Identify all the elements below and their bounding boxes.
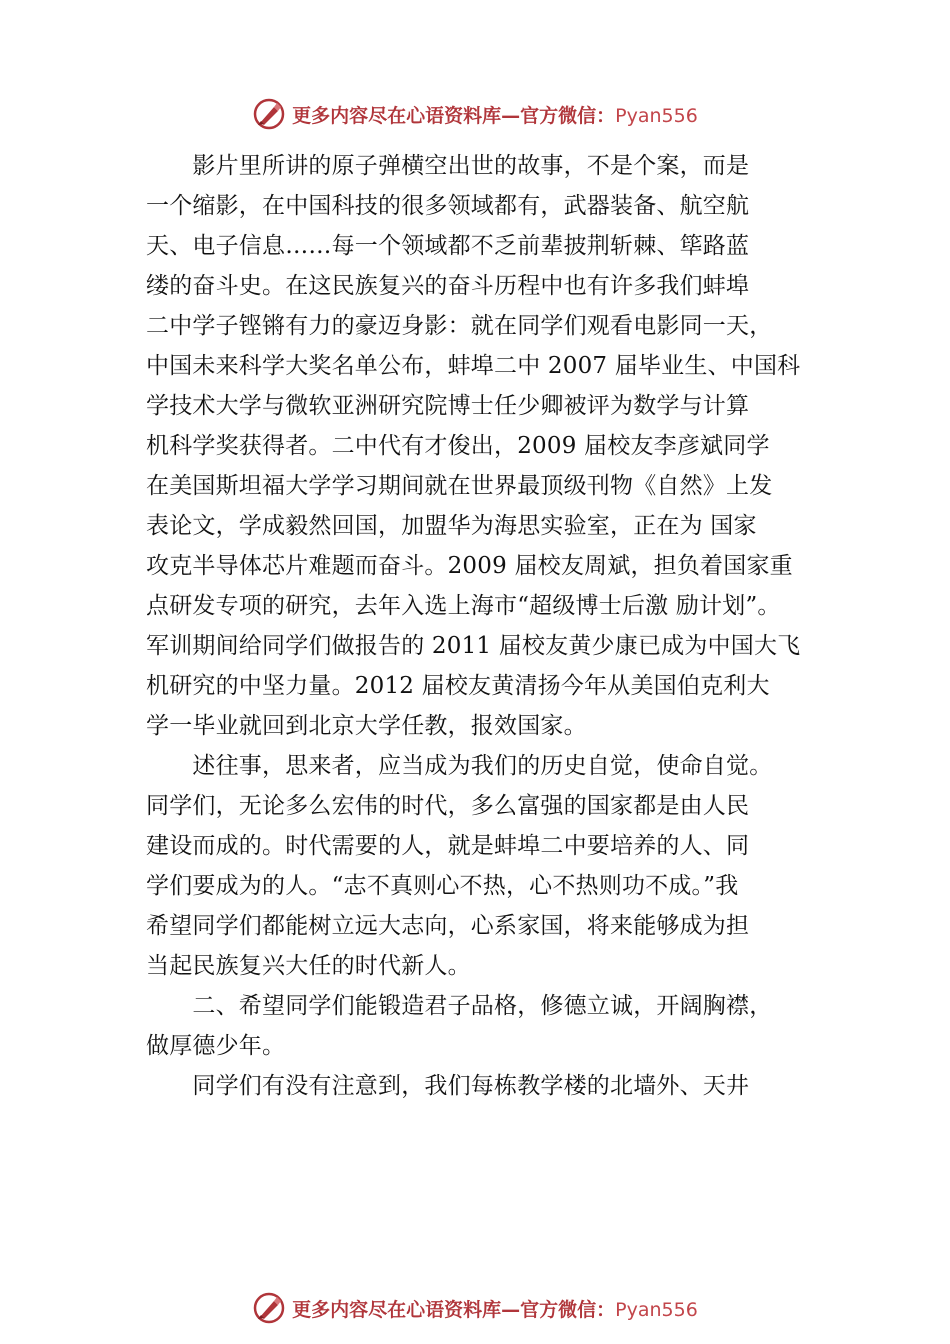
text-line: 点研发专项的研究，去年入选上海市“超级博士后激 励计划”。 (146, 593, 781, 619)
text-line: 同学们有没有注意到，我们每栋教学楼的北墙外、天井 (146, 1073, 750, 1099)
watermark-text: 更多内容尽在心语资料库—官方微信：Pyan556 (292, 1298, 698, 1321)
text-line: 述往事，思来者，应当成为我们的历史自觉，使命自觉。 (146, 753, 773, 779)
text-line: 机研究的中坚力量。2012 届校友黄清扬今年从美国伯克利大 (146, 673, 770, 699)
text-line: 攻克半导体芯片难题而奋斗。2009 届校友周斌，担负着国家重 (146, 553, 793, 579)
text-line: 表论文，学成毅然回国，加盟华为海思实验室，正在为 国家 (146, 513, 757, 539)
text-line: 缕的奋斗史。在这民族复兴的奋斗历程中也有许多我们蚌埠 (146, 273, 750, 299)
watermark-wechat-id: Pyan556 (615, 104, 698, 127)
text-line: 中国未来科学大奖名单公布，蚌埠二中 2007 届毕业生、中国科 (146, 353, 801, 379)
text-line: 在美国斯坦福大学学习期间就在世界最顶级刊物《自然》上发 (146, 473, 773, 499)
text-line: 一个缩影，在中国科技的很多领域都有，武器装备、航空航 (146, 193, 750, 219)
watermark-header (0, 94, 950, 134)
text-line: 二、希望同学们能锻造君子品格，修德立诚，开阔胸襟， (146, 993, 773, 1019)
text-line: 希望同学们都能树立远大志向，心系家国，将来能够成为担 (146, 913, 750, 939)
watermark-text: 更多内容尽在心语资料库—官方微信：Pyan556 (292, 104, 698, 127)
text-line: 学技术大学与微软亚洲研究院博士任少卿被评为数学与计算 (146, 393, 750, 419)
text-line: 影片里所讲的原子弹横空出世的故事，不是个案，而是 (146, 153, 750, 179)
pen-logo-icon (252, 97, 286, 131)
document-body (146, 146, 836, 1106)
text-line: 当起民族复兴大任的时代新人。 (146, 953, 471, 979)
text-line: 同学们，无论多么宏伟的时代，多么富强的国家都是由人民 (146, 793, 750, 819)
text-line: 学们要成为的人。“志不真则心不热，心不热则功不成。”我 (146, 873, 739, 899)
watermark-footer (0, 1288, 950, 1328)
pen-logo-icon (252, 1291, 286, 1325)
text-line: 做厚德少年。 (146, 1033, 286, 1059)
text-line: 天、电子信息……每一个领域都不乏前辈披荆斩棘、筚路蓝 (146, 233, 750, 259)
text-line: 学一毕业就回到北京大学任教，报效国家。 (146, 713, 587, 739)
text-line: 建设而成的。时代需要的人，就是蚌埠二中要培养的人、同 (146, 833, 750, 859)
text-line: 机科学奖获得者。二中代有才俊出，2009 届校友李彦斌同学 (146, 433, 770, 459)
text-line: 二中学子铿锵有力的豪迈身影：就在同学们观看电影同一天， (146, 313, 773, 339)
watermark-wechat-id: Pyan556 (615, 1298, 698, 1321)
text-line: 军训期间给同学们做报告的 2011 届校友黄少康已成为中国大飞 (146, 633, 801, 659)
